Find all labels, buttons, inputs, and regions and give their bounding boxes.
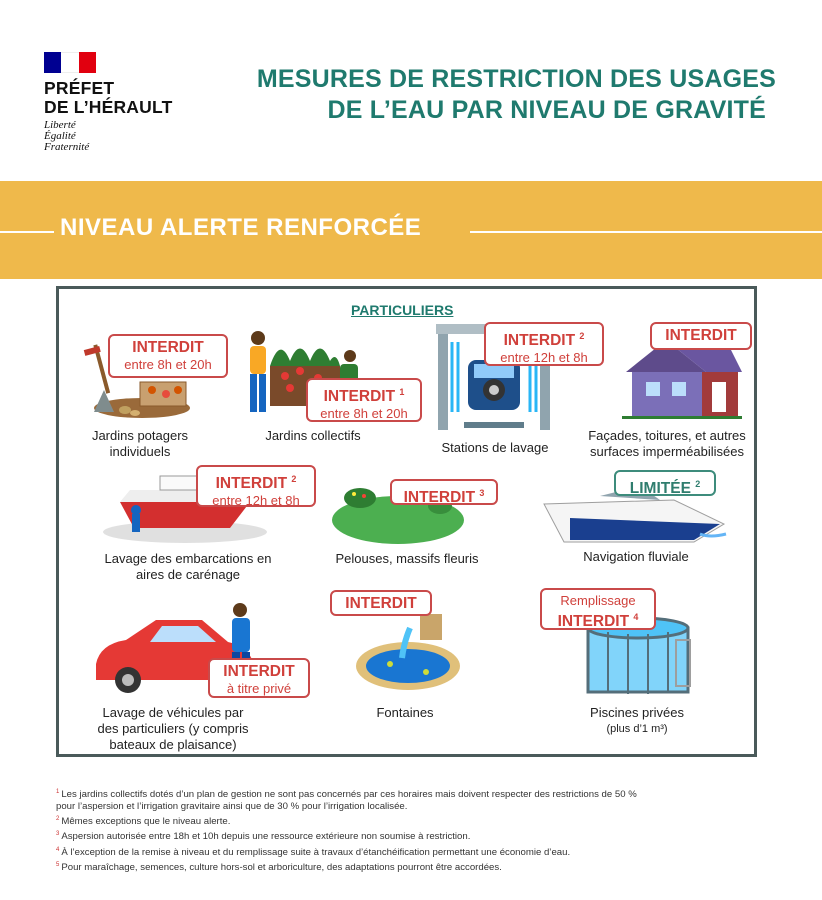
embarcations-label: [88, 551, 288, 583]
prefecture-name: [44, 79, 194, 117]
embarcations-label2: aires de carénage: [135, 567, 241, 582]
footnotes: [56, 786, 796, 874]
piscines-pre: Remplissage: [560, 593, 636, 608]
flag-red: [79, 52, 96, 73]
title-line2: DE L’EAU PAR NIVEAU DE GRAVITÉ: [327, 96, 766, 124]
jardins-potagers-label2: individuels: [109, 444, 171, 459]
title-line1: MESURES DE RESTRICTION DES USAGES: [256, 65, 776, 93]
navigation-status: LIMITÉE: [629, 480, 691, 498]
jardins-collectifs-label: Jardins collectifs: [265, 428, 361, 443]
footnote-number: 2: [56, 816, 60, 823]
piscines-status-line: [548, 608, 648, 631]
vehicules-status: INTERDIT: [223, 663, 295, 680]
footnote-text: Pour maraîchage, semences, culture hors-sol et arboriculture, des adaptations pourront être accordées.: [61, 861, 502, 873]
footnote: [56, 801, 796, 813]
flag-blue: [44, 52, 61, 73]
footnote-text: À l’exception de la remise à niveau et du remplissage suite à travaux d’étanchéification permettant une économie d’eau.: [61, 846, 571, 858]
level-banner: [0, 181, 822, 279]
vehicules-label2-line: [78, 721, 268, 737]
vehicules-detail: à titre privé: [226, 681, 292, 696]
category-title: PARTICULIERS: [351, 302, 454, 318]
jardins-potagers-label1: Jardins potagers: [91, 428, 189, 443]
jardins-collectifs-note: 1: [399, 387, 405, 397]
vehicules-label2b: (y compris: [184, 721, 249, 736]
footnote: [56, 844, 796, 859]
vehicules-label2: des particuliers: [97, 721, 185, 736]
footnote-number: 5: [56, 861, 60, 868]
piscines-note: 4: [633, 612, 639, 622]
facades-label1: Façades, toitures, et autres: [588, 428, 746, 443]
footnote-number: 4: [56, 846, 60, 853]
jardins-collectifs-badge: [306, 378, 422, 422]
motto-fraternite: Fraternité: [44, 141, 90, 153]
navigation-status-line: [622, 475, 708, 498]
fontaines-label: Fontaines: [376, 705, 434, 720]
pelouses-note: 3: [479, 488, 485, 498]
piscines-status: INTERDIT: [557, 613, 630, 631]
fontaines-badge: [330, 590, 432, 616]
banner-line-right: [470, 231, 822, 233]
pelouses-status-line: [398, 484, 490, 507]
facades-status: INTERDIT: [665, 327, 737, 344]
jardins-potagers-detail: entre 8h et 20h: [124, 357, 212, 372]
motto-liberte: Liberté: [44, 119, 76, 131]
facades-label: [576, 428, 758, 460]
banner-line-left: [0, 231, 54, 233]
footnote: [56, 828, 796, 843]
footnote-text: Mêmes exceptions que le niveau alerte.: [61, 816, 231, 828]
footnote: [56, 786, 796, 801]
vehicules-label1: Lavage de véhicules par: [102, 705, 244, 720]
fontaines-status: INTERDIT: [345, 595, 417, 612]
embarcations-status-line: [204, 470, 308, 493]
piscines-badge: [540, 588, 656, 630]
embarcations-badge: [196, 465, 316, 507]
flag-white: [61, 52, 78, 73]
stations-lavage-status: INTERDIT: [503, 332, 576, 350]
jardins-collectifs-detail: entre 8h et 20h: [320, 406, 408, 422]
prefecture-line2: DE L’HÉRAULT: [44, 97, 173, 117]
footnote: [56, 813, 796, 828]
stations-lavage-label: Stations de lavage: [441, 440, 549, 455]
pelouses-badge: [390, 479, 498, 505]
fountain-icon: [354, 614, 464, 692]
jardins-potagers-label: [75, 428, 205, 460]
embarcations-label1: Lavage des embarcations en: [104, 551, 272, 566]
facades-badge: [650, 322, 752, 350]
stations-lavage-badge: [484, 322, 604, 366]
embarcations-note: 2: [291, 474, 297, 484]
stations-lavage-status-line: [492, 327, 596, 350]
vehicules-label3: bateaux de plaisance): [109, 737, 237, 752]
navigation-note: 2: [695, 479, 701, 489]
footnote-text: Aspersion autorisée entre 18h et 10h depuis une ressource extérieure non soumise à restriction.: [61, 831, 471, 843]
jardins-potagers-badge: [108, 334, 228, 378]
footnote: [56, 859, 796, 874]
motto-egalite: Égalité: [44, 130, 76, 142]
embarcations-status: INTERDIT: [215, 475, 288, 493]
republic-motto: [44, 120, 194, 153]
embarcations-detail: entre 12h et 8h: [212, 493, 300, 509]
pelouses-status: INTERDIT: [403, 489, 476, 507]
jardins-potagers-status: INTERDIT: [132, 339, 204, 356]
navigation-badge: [614, 470, 716, 496]
facades-label2: surfaces imperméabilisées: [590, 444, 744, 459]
pelouses-label: Pelouses, massifs fleuris: [335, 551, 479, 566]
level-label: NIVEAU ALERTE RENFORCÉE: [60, 214, 422, 241]
footnote-number: 1: [56, 789, 60, 795]
jardins-collectifs-status-line: [314, 383, 414, 406]
piscines-label1: Piscines privées: [590, 705, 684, 720]
vehicules-label: [78, 705, 268, 753]
stations-lavage-note: 2: [579, 331, 585, 341]
stations-lavage-detail: entre 12h et 8h: [500, 350, 588, 366]
prefecture-line1: PRÉFET: [44, 78, 115, 98]
footnote-number: 3: [56, 831, 60, 838]
piscines-label2: (plus d’1 m³): [606, 723, 668, 735]
prefecture-logo: [44, 52, 194, 153]
page-title: [257, 64, 776, 126]
french-flag-icon: [44, 52, 96, 73]
jardins-collectifs-status: INTERDIT: [323, 388, 396, 406]
footnote-text: Les jardins collectifs dotés d’un plan de gestion ne sont pas concernés par ces horaires mais doivent respecter des restrictions de 50 %: [61, 789, 637, 801]
piscines-label: [572, 705, 702, 737]
vehicules-badge: [208, 658, 310, 698]
footnote-text: pour l’aspersion et l’irrigation gravitaire ainsi que de 30 % pour l’irrigation localisée.: [56, 801, 408, 813]
navigation-label: Navigation fluviale: [583, 549, 689, 564]
